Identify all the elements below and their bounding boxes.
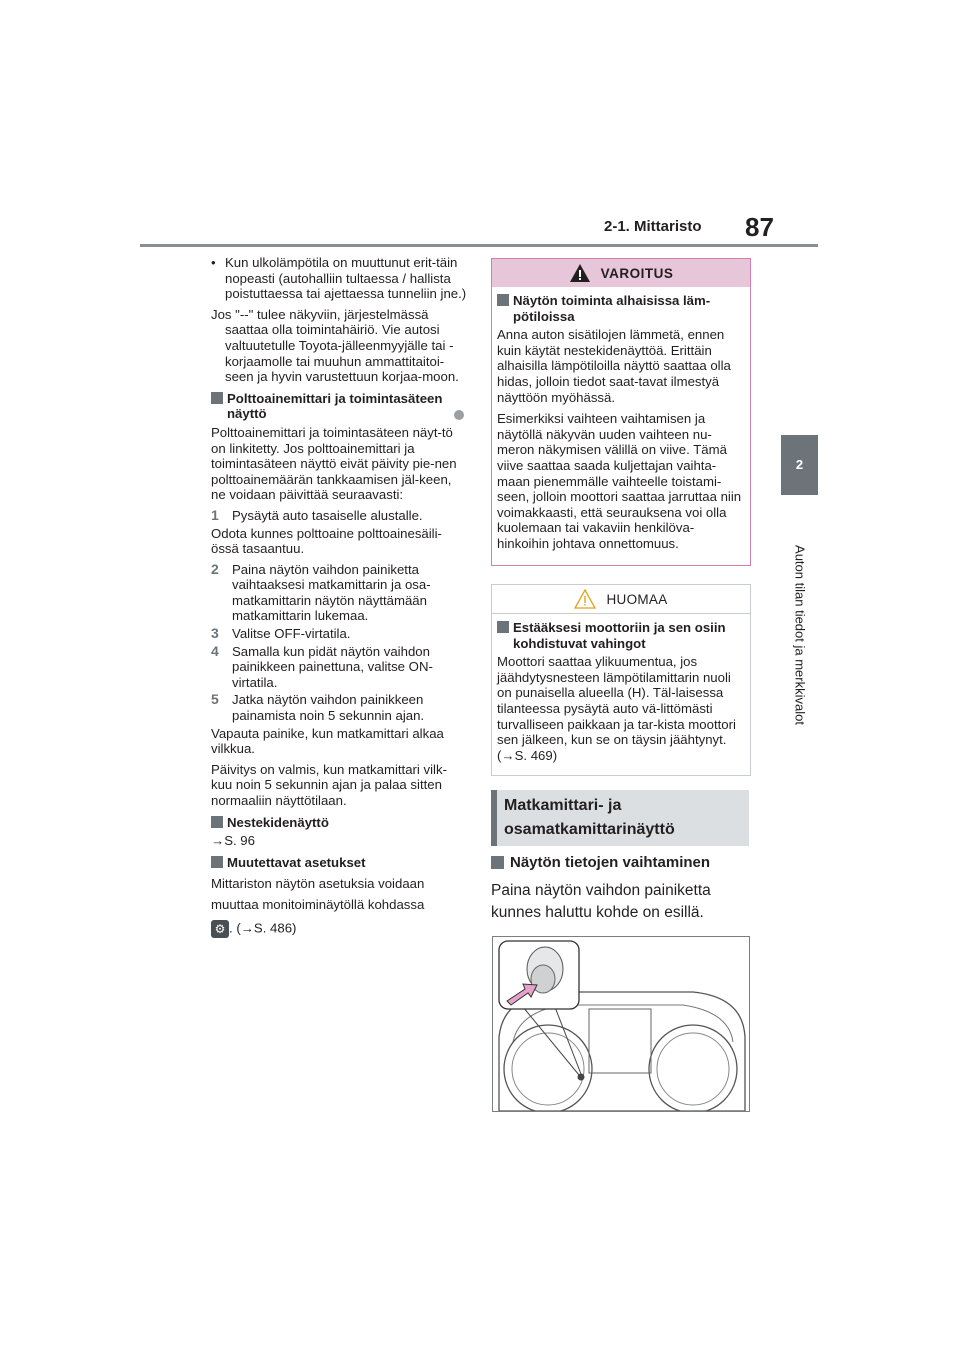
settings-reference-text: . (→S. 486) xyxy=(229,920,297,936)
section-heading xyxy=(504,794,675,842)
step-5-note-a: Vapauta painike, kun matkamittari alkaa vilkkua. xyxy=(211,725,444,757)
section-fuel xyxy=(211,391,467,422)
warning-title: Näytön toiminta alhaisissa läm-pötiloissa xyxy=(513,293,711,324)
step-text: Paina näytön vaihdon painiketta vaihtaaksesi matkamittarin ja osa-matkamittarin näytön näyttämään matkamittarin lukemaa. xyxy=(232,561,431,624)
step-2 xyxy=(211,562,467,624)
settings-paragraph: Mittariston näytön asetuksia voidaan muuttaa monitoiminäytöllä kohdassa xyxy=(211,876,425,913)
fuel-paragraph: Polttoainemittari ja toimintasäteen näyt-tö on linkitetty. Jos polttoainemittari ja toimintasäteen näyttö eivät päivity pie-nen polttoainemäärän tankkaamisen jäl-keen, ne voidaan päivittää seuraavasti: xyxy=(211,424,457,503)
display-switch-paragraph: Paina näytön vaihdon painiketta kunnes haluttu kohde on esillä. xyxy=(491,882,711,921)
step-text: Jatka näytön vaihdon painikkeen painamista noin 5 sekunnin ajan. xyxy=(232,692,425,724)
notice-label: HUOMAA xyxy=(606,591,668,607)
bullet-dot: • xyxy=(211,255,216,270)
section-settings xyxy=(211,855,467,871)
settings-reference[interactable] xyxy=(211,920,467,938)
caution-triangle-icon xyxy=(574,589,596,609)
chapter-tab: 2 xyxy=(781,435,818,495)
step-number: 5 xyxy=(211,691,219,708)
end-of-topic-dot xyxy=(454,410,464,420)
heading-accent-bar xyxy=(491,790,497,846)
arrow-right-icon: → xyxy=(211,833,225,849)
warning-paragraph-1: Anna auton sisätilojen lämmetä, ennen kuin käytät nestekidenäyttöä. Erittäin alhaisilla lämpötiloilla näyttö saattaa olla hidas, jolloin tiedot saat-tavat ilmestyä näyttöön myöhässä. xyxy=(497,327,731,405)
section-display-switch xyxy=(491,854,751,871)
bullet-text: Kun ulkolämpötila on muuttunut erit-täin nopeasti (autohalliin tultaessa / hallista poistuttaessa tai ajettaessa tunneliin jne.) xyxy=(225,255,467,302)
step-text: Samalla kun pidät näytön vaihdon painikkeen painettuna, valitse ON-virtatila. xyxy=(232,643,433,690)
notice-header xyxy=(492,585,750,614)
notice-paragraph: Moottori saattaa ylikuumentua, jos jäähdytysnesteen lämpötilamittarin nuoli on punaisella alueella (H). Täl-laisessa tilanteessa pysäytä auto vä-littömästi turvalliseen paikkaan ja tar-kista moottori sen jälkeen, kun se on täysin jäähtynyt. (→S. 469) xyxy=(497,654,736,763)
chapter-side-title xyxy=(781,505,818,765)
step-5 xyxy=(211,692,467,723)
section-settings-title: Muutettavat asetukset xyxy=(227,854,366,870)
step-4 xyxy=(211,644,467,691)
section-lcd-title: Nestekidenäyttö xyxy=(227,814,329,830)
section-fuel-title: Polttoainemittari ja toimintasäteen näyttö xyxy=(227,390,443,422)
section-square-icon xyxy=(497,621,509,633)
warning-label: VAROITUS xyxy=(600,265,674,281)
bullet-item xyxy=(211,255,467,302)
header-section-title: 2-1. Mittaristo xyxy=(604,218,702,235)
notice-body xyxy=(492,614,750,763)
section-square-icon xyxy=(497,294,509,306)
step-text: Pysäytä auto tasaiselle alustalle. xyxy=(232,507,423,523)
section-heading-line-1: Matkamittari- ja xyxy=(504,797,622,814)
warning-section xyxy=(497,293,744,324)
lcd-reference-text: S. 96 xyxy=(224,833,255,849)
warning-box xyxy=(491,258,751,566)
section-display-switch-title: Näytön tietojen vaihtaminen xyxy=(510,854,711,871)
notice-title: Estääksesi moottoriin ja sen osiin kohdistuvat vahingot xyxy=(513,620,726,651)
step-number: 2 xyxy=(211,560,219,577)
warning-header xyxy=(492,259,750,287)
step-1 xyxy=(211,508,467,524)
section-square-icon xyxy=(211,816,223,828)
step-number: 3 xyxy=(211,625,219,642)
step-number: 1 xyxy=(211,506,219,523)
step-3 xyxy=(211,626,467,642)
section-heading-band xyxy=(491,790,749,846)
cluster-drawing xyxy=(493,937,749,1111)
step-5-note-b: Päivitys on valmis, kun matkamittari vilk-kuu noin 5 sekunnin ajan ja palaa sitten normaaliin näyttötilaan. xyxy=(211,761,447,808)
section-square-icon xyxy=(211,392,223,404)
step-1-note: Odota kunnes polttoaine polttoainesäili-össä tasaantuu. xyxy=(211,525,442,557)
section-square-icon xyxy=(211,856,223,868)
chapter-side-title-text: Auton tilan tiedot ja merkkivalot xyxy=(792,545,807,725)
notice-box xyxy=(491,584,751,776)
left-column xyxy=(211,255,467,943)
warning-paragraph-2: Esimerkiksi vaihteen vaihtamisen ja näytöllä näkyvän uuden vaihteen nu-meron näkymisen välillä on viive. Tämä viive saattaa saada kuljettajan vaihta-maan pienemmälle vaihteelle toistami-seen, jolloin moottori saattaa jarruttaa niin voimakkaasti, että seurauksena voi olla kuolemaan tai vakaviin henkilöva-hinkoihin johtava onnettomuus. xyxy=(497,411,742,551)
warning-body xyxy=(492,287,750,552)
step-number: 4 xyxy=(211,642,219,659)
page-number: 87 xyxy=(745,212,774,242)
section-square-icon xyxy=(491,856,504,869)
notice-section xyxy=(497,620,744,651)
error-dash-paragraph: Jos "--" tulee näkyviin, järjestelmässä saattaa olla toimintahäiriö. Vie autosi valtuutetulle Toyota-jälleenmyyjälle tai -korjaamolle tai muuhun ammattitaitoi-seen ja hyvin varustettuun korjaa-moon. xyxy=(211,306,459,385)
gear-icon: ⚙ xyxy=(211,920,229,938)
section-heading-line-2: osamatkamittarinäyttö xyxy=(504,821,675,838)
section-lcd xyxy=(211,815,467,831)
warning-triangle-icon xyxy=(569,263,591,283)
lcd-reference[interactable] xyxy=(211,833,467,849)
header-rule xyxy=(140,244,818,247)
instrument-cluster-illustration xyxy=(492,936,750,1112)
step-text: Valitse OFF-virtatila. xyxy=(232,626,351,642)
